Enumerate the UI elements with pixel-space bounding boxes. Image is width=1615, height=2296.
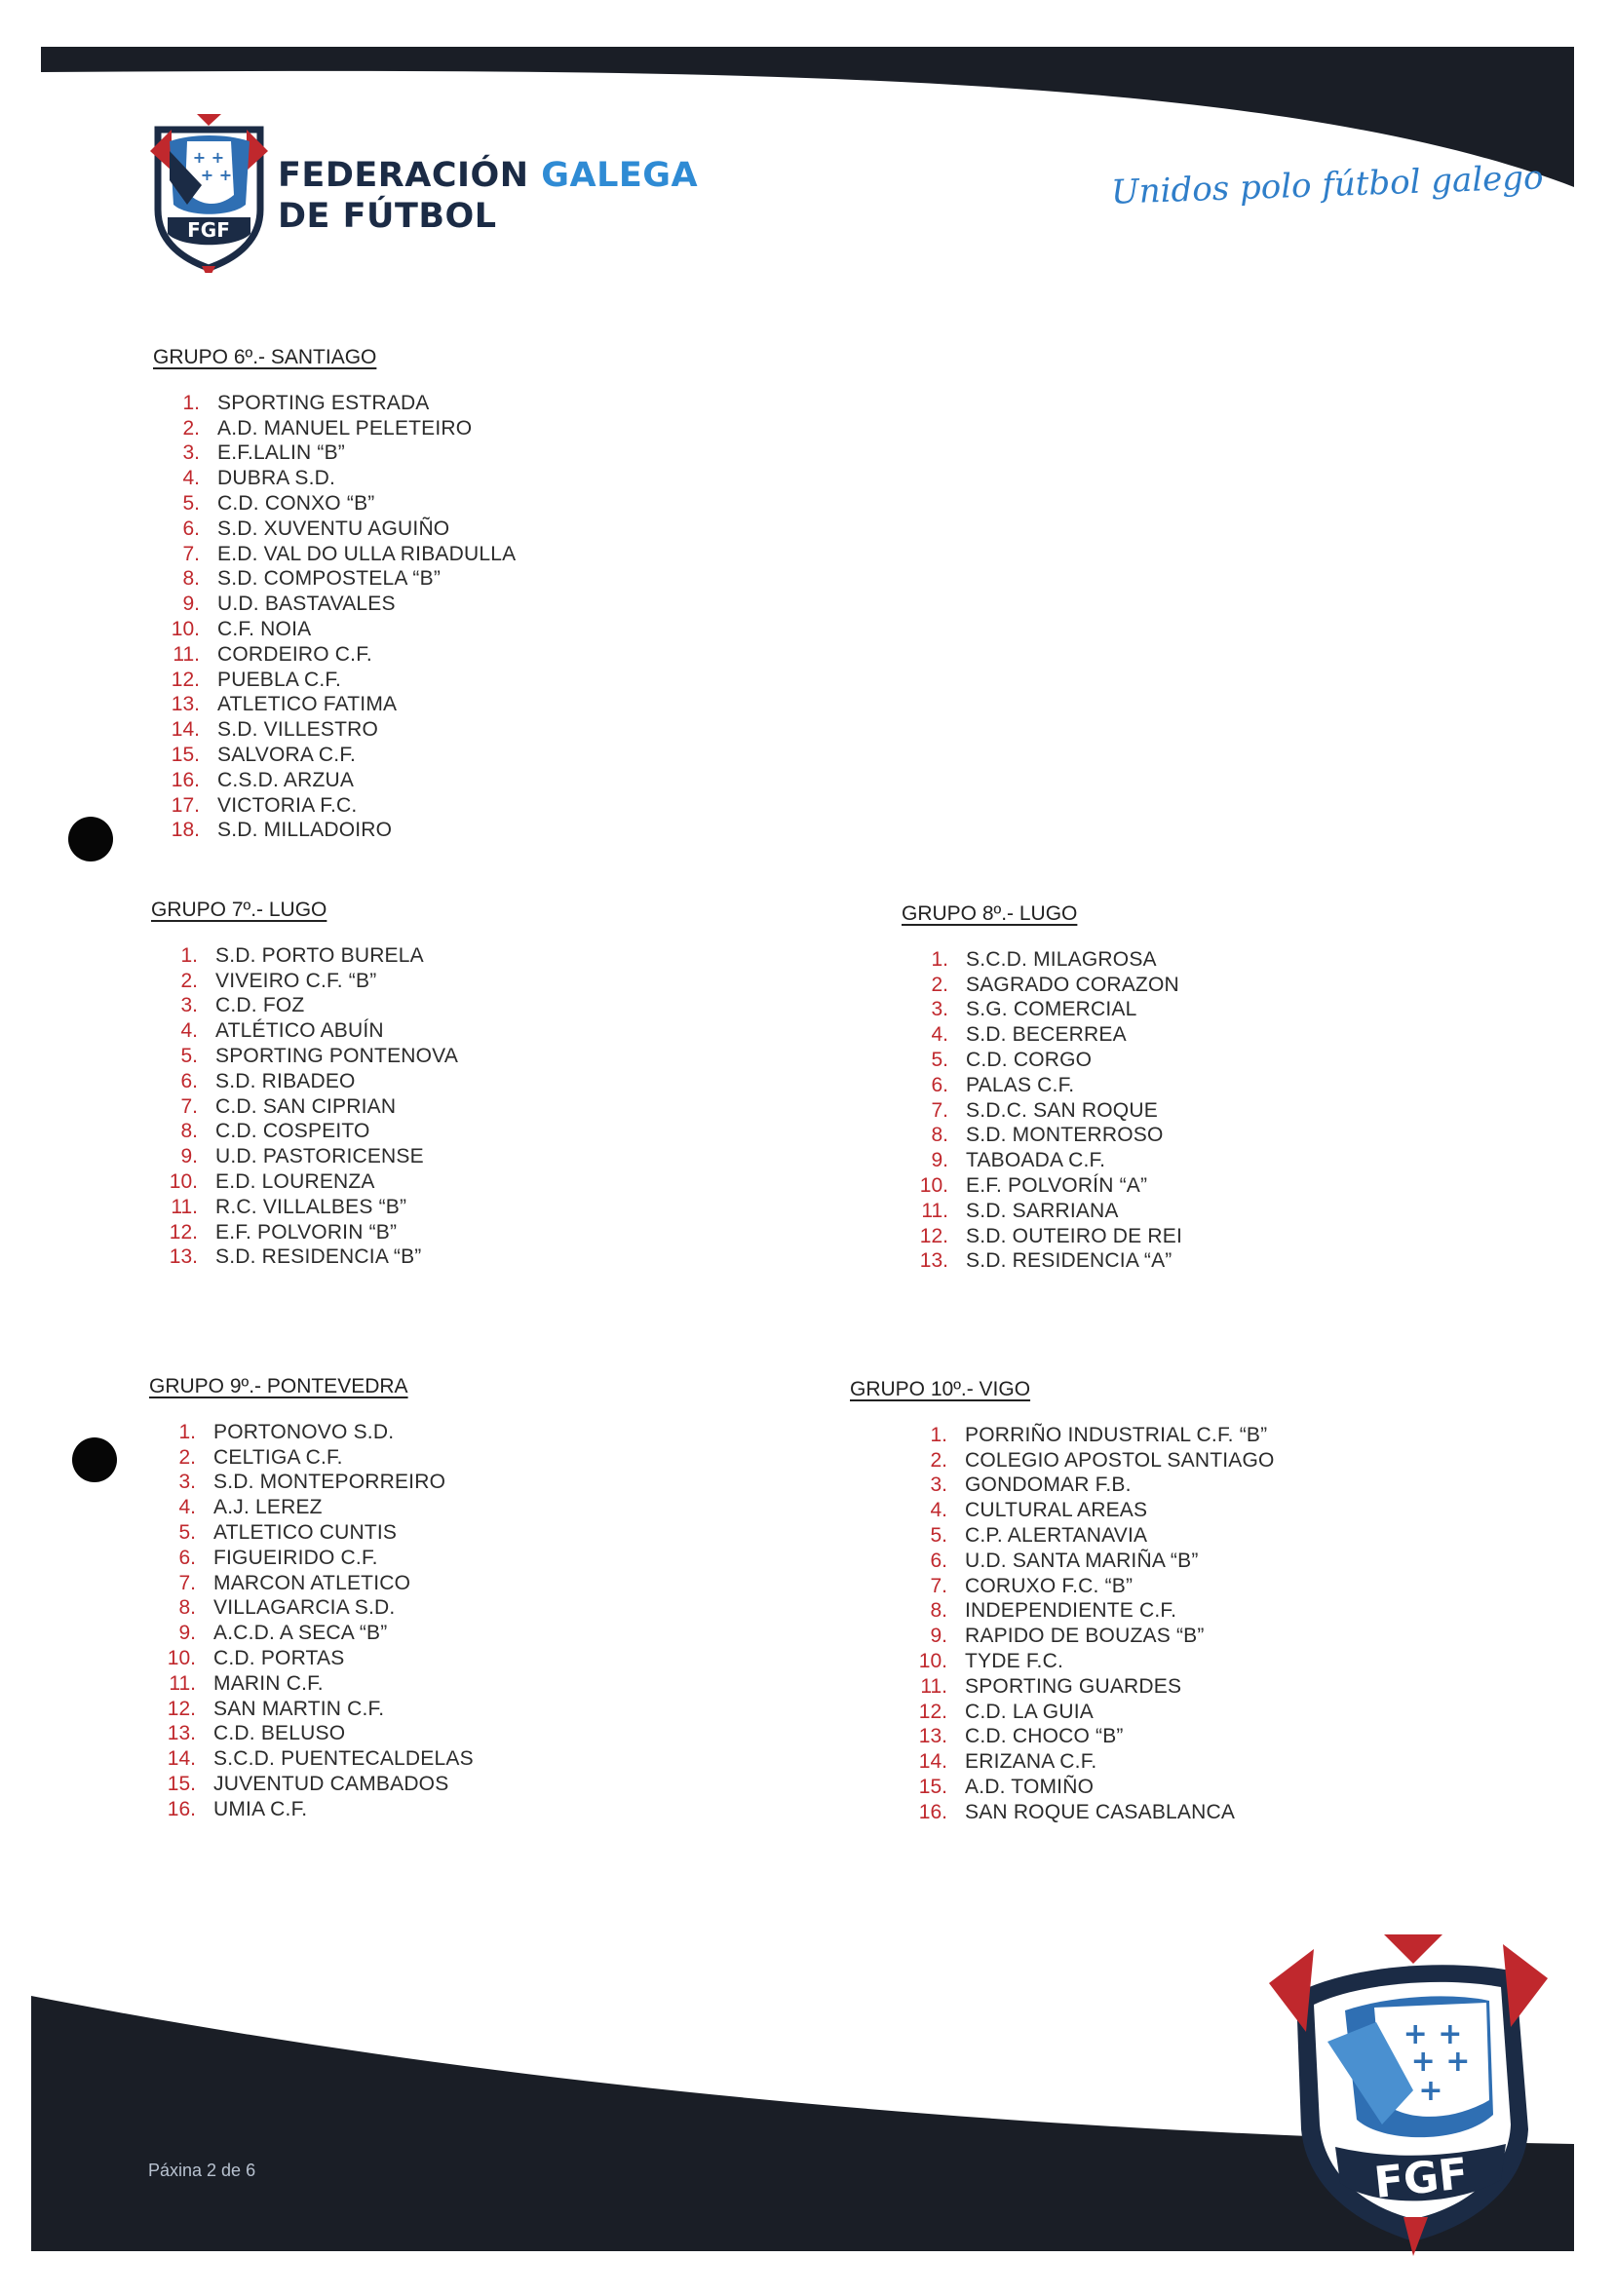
- list-item: [153, 592, 516, 617]
- team-number: 4.: [931, 1023, 948, 1047]
- team-name: DUBRA S.D.: [217, 467, 336, 490]
- team-name: SAGRADO CORAZON: [966, 973, 1179, 996]
- team-number: 9.: [180, 1145, 198, 1168]
- team-number: 3.: [931, 998, 948, 1021]
- list-item: [149, 1546, 474, 1571]
- team-name: S.D. COMPOSTELA “B”: [217, 567, 442, 591]
- team-number: 4.: [930, 1499, 947, 1522]
- team-name: C.D. CHOCO “B”: [965, 1725, 1124, 1748]
- team-number: 10.: [919, 1174, 948, 1198]
- team-number: 1.: [178, 1420, 196, 1443]
- list-item: [149, 1621, 474, 1646]
- list-item: [151, 1144, 458, 1169]
- list-item: [902, 1249, 1182, 1275]
- team-name: A.D. MANUEL PELETEIRO: [217, 416, 473, 440]
- team-number: 11.: [920, 1674, 947, 1698]
- list-item: [902, 973, 1182, 998]
- team-number: 10.: [167, 1647, 196, 1670]
- team-name: PUEBLA C.F.: [217, 668, 342, 691]
- team-number: 2.: [180, 969, 198, 992]
- team-number: 12.: [169, 1220, 198, 1244]
- team-name: RAPIDO DE BOUZAS “B”: [965, 1625, 1205, 1648]
- team-number: 9.: [178, 1622, 196, 1645]
- list-item: [153, 441, 516, 467]
- slogan: Unidos polo fútbol galego: [1110, 158, 1545, 212]
- list-item: [149, 1772, 474, 1797]
- team-number: 9.: [931, 1149, 948, 1172]
- list-item: [902, 1199, 1182, 1224]
- team-number: 4.: [182, 467, 200, 490]
- team-number: 5.: [178, 1521, 196, 1545]
- badge-initials: FGF: [1371, 2149, 1471, 2208]
- group-6-santiago: [153, 346, 516, 843]
- team-name: SAN MARTIN C.F.: [213, 1697, 385, 1720]
- team-number: 16.: [167, 1797, 196, 1820]
- team-number: 6.: [930, 1549, 947, 1572]
- team-number: 3.: [930, 1473, 947, 1497]
- team-list: [153, 391, 516, 843]
- team-name: VICTORIA F.C.: [217, 793, 358, 817]
- team-name: S.D. MILLADOIRO: [217, 819, 393, 842]
- list-item: [902, 1124, 1182, 1149]
- team-number: 11.: [921, 1199, 948, 1222]
- list-item: [153, 819, 516, 844]
- fgf-shield-logo: [148, 112, 270, 273]
- team-number: 7.: [931, 1098, 948, 1122]
- list-item: [149, 1746, 474, 1772]
- list-item: [153, 617, 516, 642]
- team-number: 6.: [931, 1073, 948, 1096]
- team-name: CORDEIRO C.F.: [217, 642, 372, 666]
- list-item: [153, 793, 516, 819]
- list-item: [901, 1775, 1275, 1800]
- list-item: [902, 1224, 1182, 1249]
- team-number: 2.: [178, 1445, 196, 1469]
- svg-text:+ +: + +: [192, 148, 225, 167]
- team-name: SALVORA C.F.: [217, 744, 357, 767]
- list-item: [902, 1173, 1182, 1199]
- list-item: [151, 1069, 458, 1094]
- list-item: [151, 969, 458, 994]
- team-number: 11.: [171, 1195, 198, 1218]
- list-item: [149, 1471, 474, 1496]
- team-name: ATLÉTICO ABUÍN: [215, 1019, 384, 1043]
- list-item: [153, 693, 516, 718]
- team-name: S.D. BECERREA: [966, 1023, 1127, 1047]
- team-number: 5.: [930, 1524, 947, 1548]
- team-number: 6.: [178, 1546, 196, 1569]
- list-item: [901, 1473, 1275, 1499]
- team-number: 7.: [930, 1574, 947, 1597]
- team-name: COLEGIO APOSTOL SANTIAGO: [965, 1448, 1275, 1472]
- team-name: S.D. VILLESTRO: [217, 718, 379, 742]
- list-item: [153, 743, 516, 768]
- team-list: [149, 1420, 474, 1822]
- team-name: S.D. MONTEPORREIRO: [213, 1471, 446, 1494]
- team-name: C.D. CONXO “B”: [217, 492, 375, 516]
- team-name: E.D. VAL DO ULLA RIBADULLA: [217, 542, 517, 565]
- list-item: [151, 1018, 458, 1044]
- list-item: [901, 1498, 1275, 1523]
- team-number: 1.: [930, 1423, 947, 1446]
- team-number: 2.: [182, 416, 200, 440]
- logo-initials: FGF: [187, 218, 230, 242]
- team-name: SPORTING ESTRADA: [217, 391, 430, 414]
- team-name: CORUXO F.C. “B”: [965, 1574, 1134, 1597]
- list-item: [149, 1571, 474, 1596]
- team-number: 7.: [180, 1094, 198, 1118]
- team-number: 11.: [169, 1671, 196, 1695]
- list-item: [901, 1800, 1275, 1825]
- team-name: S.D.C. SAN ROQUE: [966, 1098, 1158, 1122]
- list-item: [151, 943, 458, 969]
- list-item: [153, 567, 516, 593]
- team-name: C.P. ALERTANAVIA: [965, 1524, 1148, 1548]
- team-number: 2.: [931, 973, 948, 996]
- punch-hole: [72, 1437, 117, 1482]
- team-number: 13.: [167, 1722, 196, 1745]
- team-number: 10.: [918, 1650, 947, 1673]
- team-number: 7.: [182, 542, 200, 565]
- team-name: S.D. MONTERROSO: [966, 1124, 1164, 1147]
- list-item: [901, 1674, 1275, 1700]
- team-name: S.G. COMERCIAL: [966, 998, 1137, 1021]
- team-number: 8.: [930, 1599, 947, 1623]
- team-name: ATLETICO FATIMA: [217, 693, 398, 716]
- team-number: 15.: [918, 1776, 947, 1799]
- team-number: 13.: [169, 1245, 198, 1269]
- list-item: [151, 1094, 458, 1120]
- team-name: A.D. TOMIÑO: [965, 1776, 1095, 1799]
- team-number: 15.: [167, 1773, 196, 1796]
- list-item: [153, 642, 516, 668]
- group-7-lugo: [151, 899, 458, 1270]
- team-name: S.D. RESIDENCIA “A”: [966, 1249, 1173, 1273]
- team-name: SPORTING PONTENOVA: [215, 1045, 459, 1068]
- list-item: [902, 1098, 1182, 1124]
- team-name: JUVENTUD CAMBADOS: [213, 1773, 449, 1796]
- team-name: A.C.D. A SECA “B”: [213, 1622, 388, 1645]
- team-list: [901, 1423, 1275, 1825]
- list-item: [151, 1120, 458, 1145]
- team-list: [902, 947, 1182, 1274]
- team-name: SPORTING GUARDES: [965, 1674, 1182, 1698]
- list-item: [153, 466, 516, 491]
- team-number: 1.: [931, 947, 948, 971]
- list-item: [902, 998, 1182, 1023]
- team-number: 11.: [173, 642, 200, 666]
- team-number: 3.: [182, 441, 200, 465]
- group-title: GRUPO 8º.- LUGO: [902, 902, 1078, 925]
- team-name: S.D. PORTO BURELA: [215, 943, 424, 967]
- team-name: PORTONOVO S.D.: [213, 1420, 395, 1443]
- team-name: U.D. BASTAVALES: [217, 593, 396, 616]
- list-item: [153, 416, 516, 441]
- list-item: [902, 947, 1182, 973]
- group-10-vigo: [850, 1378, 1275, 1825]
- team-number: 8.: [180, 1120, 198, 1143]
- team-number: 8.: [178, 1596, 196, 1620]
- team-number: 13.: [171, 693, 200, 716]
- svg-text:+ +: + +: [200, 166, 233, 184]
- team-number: 8.: [182, 567, 200, 591]
- page-number: Páxina 2 de 6: [148, 2161, 256, 2180]
- team-name: S.D. OUTEIRO DE REI: [966, 1224, 1182, 1247]
- list-item: [149, 1420, 474, 1445]
- list-item: [153, 768, 516, 793]
- list-item: [151, 1245, 458, 1271]
- group-title: GRUPO 7º.- LUGO: [151, 899, 327, 921]
- punch-hole: [68, 817, 113, 861]
- team-name: MARCON ATLETICO: [213, 1571, 411, 1594]
- svg-text:+ +: + +: [1403, 2017, 1463, 2051]
- team-name: C.D. PORTAS: [213, 1647, 345, 1670]
- team-name: E.F.LALIN “B”: [217, 441, 345, 465]
- team-name: C.D. BELUSO: [213, 1722, 346, 1745]
- team-name: C.S.D. ARZUA: [217, 768, 355, 791]
- list-item: [901, 1725, 1275, 1750]
- team-number: 12.: [171, 668, 200, 691]
- team-name: R.C. VILLALBES “B”: [215, 1195, 407, 1218]
- team-name: ATLETICO CUNTIS: [213, 1521, 398, 1545]
- list-item: [901, 1523, 1275, 1549]
- list-item: [153, 491, 516, 517]
- team-name: C.D. CORGO: [966, 1049, 1093, 1072]
- team-name: GONDOMAR F.B.: [965, 1473, 1132, 1497]
- team-name: UMIA C.F.: [213, 1797, 308, 1820]
- team-name: S.D. XUVENTU AGUIÑO: [217, 517, 450, 540]
- team-name: S.C.D. MILAGROSA: [966, 947, 1157, 971]
- team-number: 16.: [171, 768, 200, 791]
- brand-word-federacion: FEDERACIÓN: [278, 156, 529, 195]
- team-number: 14.: [171, 718, 200, 742]
- list-item: [151, 994, 458, 1019]
- team-name: PALAS C.F.: [966, 1073, 1075, 1096]
- team-name: C.D. FOZ: [215, 994, 305, 1017]
- team-number: 6.: [182, 517, 200, 540]
- team-number: 10.: [169, 1170, 198, 1194]
- list-item: [151, 1195, 458, 1220]
- team-number: 13.: [918, 1725, 947, 1748]
- list-item: [149, 1596, 474, 1622]
- group-title: GRUPO 10º.- VIGO: [850, 1378, 1031, 1400]
- list-item: [901, 1624, 1275, 1649]
- list-item: [151, 1169, 458, 1195]
- team-number: 9.: [930, 1625, 947, 1648]
- team-name: MARIN C.F.: [213, 1671, 324, 1695]
- list-item: [901, 1700, 1275, 1725]
- team-name: VIVEIRO C.F. “B”: [215, 969, 377, 992]
- team-number: 13.: [919, 1249, 948, 1273]
- team-name: S.D. RIBADEO: [215, 1069, 356, 1092]
- team-name: TABOADA C.F.: [966, 1149, 1106, 1172]
- list-item: [902, 1148, 1182, 1173]
- list-item: [901, 1448, 1275, 1473]
- team-name: E.F. POLVORÍN “A”: [966, 1174, 1148, 1198]
- team-number: 5.: [182, 492, 200, 516]
- team-number: 7.: [178, 1571, 196, 1594]
- list-item: [901, 1599, 1275, 1625]
- list-item: [149, 1495, 474, 1520]
- team-number: 8.: [931, 1124, 948, 1147]
- list-item: [153, 391, 516, 416]
- list-item: [901, 1423, 1275, 1448]
- list-item: [149, 1646, 474, 1671]
- team-name: U.D. PASTORICENSE: [215, 1145, 424, 1168]
- team-name: E.D. LOURENZA: [215, 1170, 375, 1194]
- team-name: E.F. POLVORIN “B”: [215, 1220, 398, 1244]
- team-number: 2.: [930, 1448, 947, 1472]
- list-item: [149, 1445, 474, 1471]
- team-number: 5.: [931, 1049, 948, 1072]
- team-number: 14.: [918, 1750, 947, 1774]
- list-item: [149, 1697, 474, 1722]
- team-name: C.D. LA GUIA: [965, 1700, 1094, 1723]
- team-number: 1.: [182, 391, 200, 414]
- team-name: CELTIGA C.F.: [213, 1445, 343, 1469]
- list-item: [153, 542, 516, 567]
- team-name: C.D. SAN CIPRIAN: [215, 1094, 397, 1118]
- team-name: ERIZANA C.F.: [965, 1750, 1097, 1774]
- list-item: [153, 717, 516, 743]
- group-title: GRUPO 6º.- SANTIAGO: [153, 346, 377, 368]
- list-item: [901, 1749, 1275, 1775]
- list-item: [153, 668, 516, 693]
- group-9-pontevedra: [149, 1375, 474, 1822]
- list-item: [901, 1549, 1275, 1574]
- list-item: [153, 517, 516, 542]
- list-item: [149, 1797, 474, 1822]
- team-number: 4.: [180, 1019, 198, 1043]
- team-name: INDEPENDIENTE C.F.: [965, 1599, 1177, 1623]
- team-number: 12.: [919, 1224, 948, 1247]
- list-item: [901, 1574, 1275, 1599]
- team-name: S.D. RESIDENCIA “B”: [215, 1245, 422, 1269]
- team-name: S.D. SARRIANA: [966, 1199, 1119, 1222]
- team-number: 12.: [167, 1697, 196, 1720]
- list-item: [902, 1022, 1182, 1048]
- team-number: 6.: [180, 1069, 198, 1092]
- team-name: C.D. COSPEITO: [215, 1120, 370, 1143]
- group-8-lugo: [902, 902, 1182, 1274]
- team-number: 3.: [178, 1471, 196, 1494]
- list-item: [151, 1044, 458, 1069]
- team-number: 16.: [918, 1800, 947, 1823]
- svg-text:+ +: + +: [1410, 2045, 1471, 2079]
- team-number: 1.: [180, 943, 198, 967]
- team-name: VILLAGARCIA S.D.: [213, 1596, 396, 1620]
- team-list: [151, 943, 458, 1270]
- team-name: A.J. LEREZ: [213, 1496, 323, 1519]
- fgf-badge-logo: [1267, 1925, 1550, 2256]
- team-number: 5.: [180, 1045, 198, 1068]
- list-item: [902, 1048, 1182, 1073]
- list-item: [151, 1220, 458, 1245]
- team-number: 9.: [182, 593, 200, 616]
- team-number: 15.: [171, 744, 200, 767]
- brand-name: [278, 156, 698, 195]
- team-number: 12.: [918, 1700, 947, 1723]
- team-name: CULTURAL AREAS: [965, 1499, 1148, 1522]
- team-number: 10.: [171, 618, 200, 641]
- team-name: FIGUEIRIDO C.F.: [213, 1546, 378, 1569]
- brand-word-galega: GALEGA: [541, 156, 699, 195]
- svg-text:+: +: [1418, 2074, 1443, 2108]
- team-name: TYDE F.C.: [965, 1650, 1063, 1673]
- team-number: 14.: [167, 1747, 196, 1771]
- list-item: [149, 1671, 474, 1697]
- group-title: GRUPO 9º.- PONTEVEDRA: [149, 1375, 408, 1397]
- team-number: 4.: [178, 1496, 196, 1519]
- team-name: SAN ROQUE CASABLANCA: [965, 1800, 1236, 1823]
- team-number: 18.: [171, 819, 200, 842]
- team-number: 17.: [171, 793, 200, 817]
- team-name: PORRIÑO INDUSTRIAL C.F. “B”: [965, 1423, 1268, 1446]
- brand-subtitle: DE FÚTBOL: [278, 197, 497, 236]
- list-item: [902, 1073, 1182, 1098]
- team-number: 3.: [180, 994, 198, 1017]
- team-name: U.D. SANTA MARIÑA “B”: [965, 1549, 1199, 1572]
- list-item: [149, 1520, 474, 1546]
- list-item: [901, 1649, 1275, 1674]
- team-name: C.F. NOIA: [217, 618, 312, 641]
- team-name: S.C.D. PUENTECALDELAS: [213, 1747, 474, 1771]
- list-item: [149, 1722, 474, 1747]
